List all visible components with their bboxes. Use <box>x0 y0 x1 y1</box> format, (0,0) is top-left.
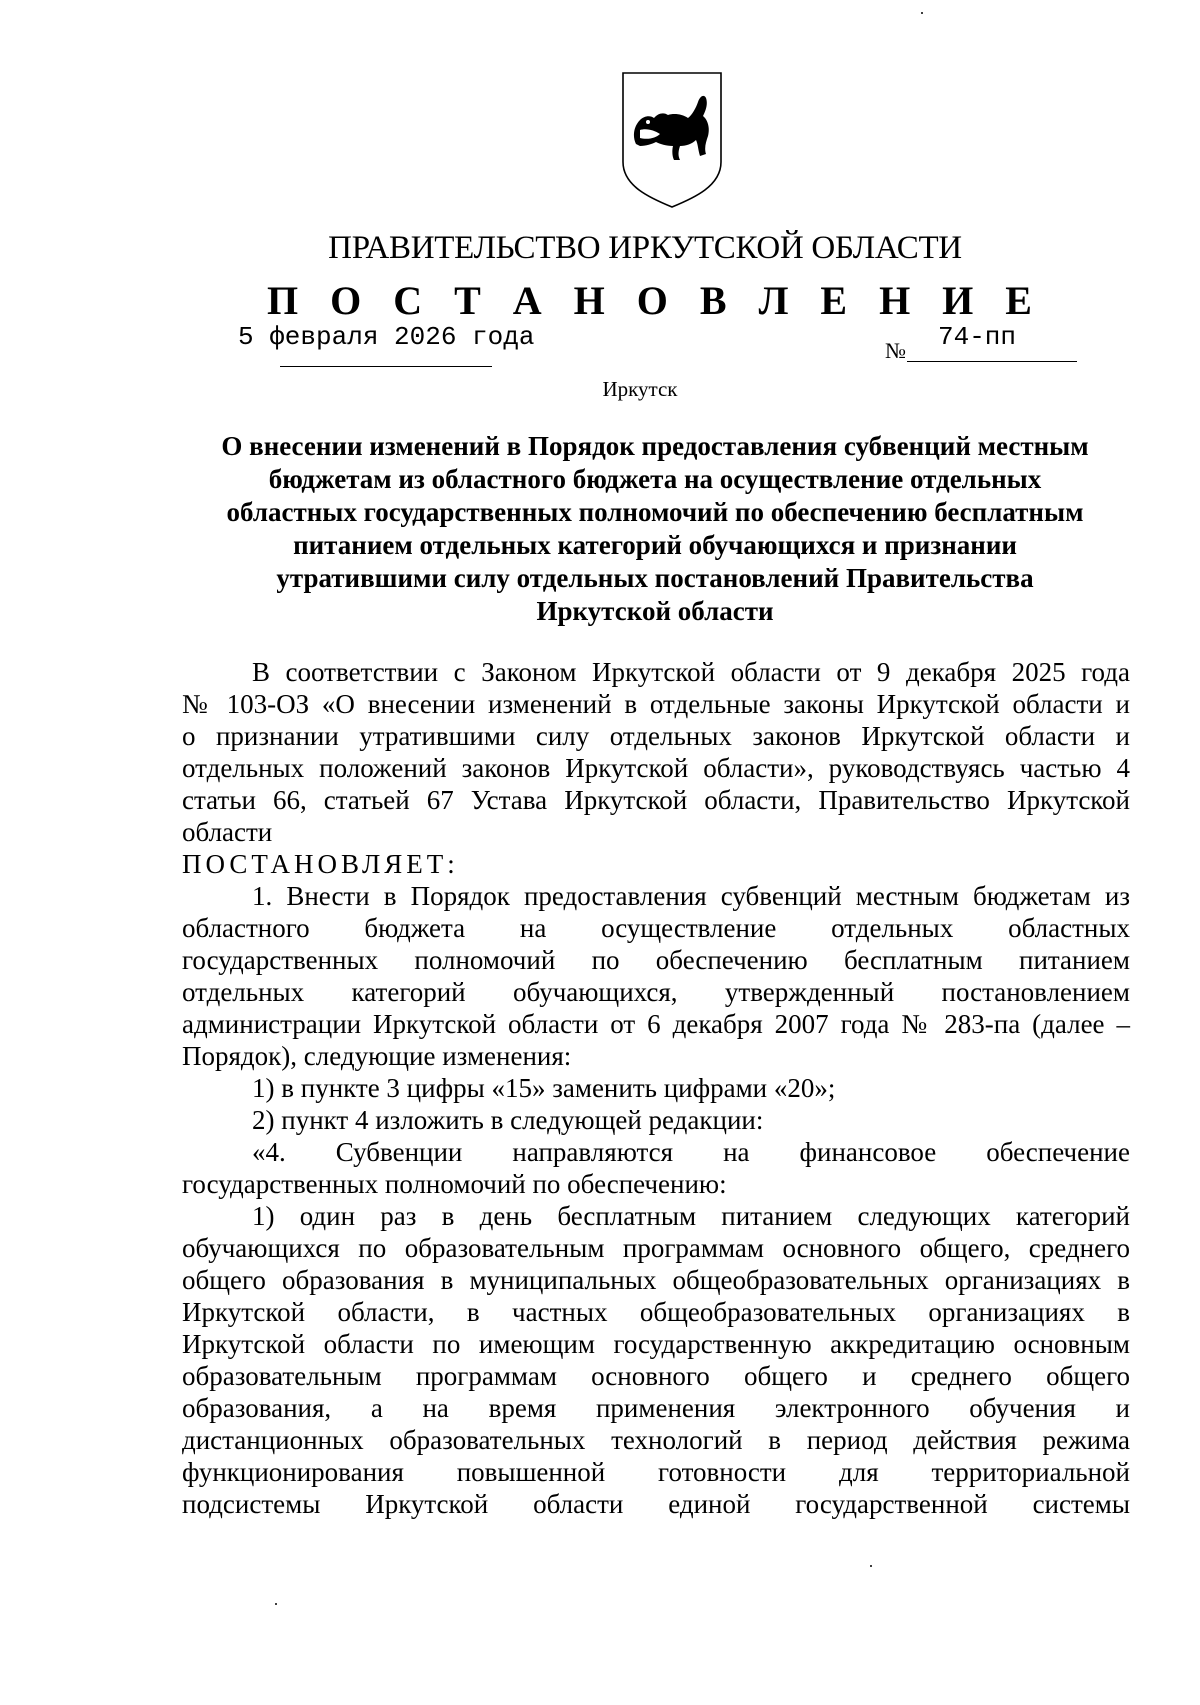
city: Иркутск <box>602 377 678 401</box>
body-line: Иркутской области, в частных общеобразовательных организациях в <box>182 1297 1130 1327</box>
heading-line: питанием отдельных категорий обучающихся и признании <box>293 530 1017 560</box>
heading-line: О внесении изменений в Порядок предоставления субвенций местным <box>221 431 1089 461</box>
body-line: администрации Иркутской области от 6 декабря 2007 года № 283-па (далее – <box>182 1009 1130 1039</box>
body-line: государственных полномочий по обеспечению: <box>182 1169 727 1199</box>
number-sign: № <box>885 338 906 363</box>
resolves-verb: ПОСТАНОВЛЯЕТ: <box>182 849 459 879</box>
document-date: 5 февраля 2026 года <box>238 322 535 352</box>
body-line: Порядок), следующие изменения: <box>182 1041 572 1071</box>
body-line: 1) в пункте 3 цифры «15» заменить цифрами «20»; <box>252 1073 836 1103</box>
body-line: обучающихся по образовательным программам основного общего, среднего <box>182 1233 1130 1263</box>
body-line: дистанционных образовательных технологий в период действия режима <box>182 1425 1130 1455</box>
body-line: образования, а на время применения электронного обучения и <box>182 1393 1130 1423</box>
heading-line: утратившими силу отдельных постановлений Правительства <box>276 563 1034 593</box>
body-line: подсистемы Иркутской области единой государственной системы <box>182 1489 1130 1519</box>
government-title: ПРАВИТЕЛЬСТВО ИРКУТСКОЙ ОБЛАСТИ <box>328 230 962 266</box>
body-line: № 103-ОЗ «О внесении изменений в отдельные законы Иркутской области и <box>182 689 1130 719</box>
date-underline <box>280 366 492 367</box>
body-line: общего образования в муниципальных общеобразовательных организациях в <box>182 1265 1130 1295</box>
body-line: государственных полномочий по обеспечению бесплатным питанием <box>182 945 1130 975</box>
body-line: 1) один раз в день бесплатным питанием следующих категорий <box>252 1201 1130 1231</box>
body-line: функционирования повышенной готовности для территориальной <box>182 1457 1130 1487</box>
body-line: статьи 66, статьей 67 Устава Иркутской области, Правительство Иркутской <box>182 785 1130 815</box>
body-line: образовательным программам основного общего и среднего общего <box>182 1361 1130 1391</box>
body-line: «4. Субвенции направляются на финансовое обеспечение <box>252 1137 1130 1167</box>
body-line: отдельных положений законов Иркутской области», руководствуясь частью 4 <box>182 753 1130 783</box>
number-underline <box>907 361 1077 362</box>
body-line: Иркутской области по имеющим государственную аккредитацию основным <box>182 1329 1130 1359</box>
document-body <box>182 656 1130 1520</box>
scan-speck <box>870 1565 872 1567</box>
heading-line: бюджетам из областного бюджета на осуществление отдельных <box>268 464 1042 494</box>
scan-speck <box>275 1603 277 1605</box>
body-line: области <box>182 817 273 847</box>
heading-line: областных государственных полномочий по обеспечению бесплатным <box>226 497 1084 527</box>
heading-line: Иркутской области <box>536 596 774 626</box>
body-line: о признании утратившими силу отдельных законов Иркутской области и <box>182 721 1130 751</box>
body-line: отдельных категорий обучающихся, утвержденный постановлением <box>182 977 1130 1007</box>
body-line: 1. Внести в Порядок предоставления субвенций местным бюджетам из <box>252 881 1130 911</box>
document-number: 74-пп <box>938 322 1017 352</box>
body-line: В соответствии с Законом Иркутской области от 9 декабря 2025 года <box>252 657 1130 687</box>
scan-speck <box>921 12 923 14</box>
document-heading <box>185 430 1125 628</box>
body-line: 2) пункт 4 изложить в следующей редакции: <box>252 1105 764 1135</box>
document-type: П О С Т А Н О В Л Е Н И Е <box>267 278 1043 323</box>
body-line: областного бюджета на осуществление отдельных областных <box>182 913 1130 943</box>
irkutsk-coat-of-arms-icon <box>620 70 724 210</box>
